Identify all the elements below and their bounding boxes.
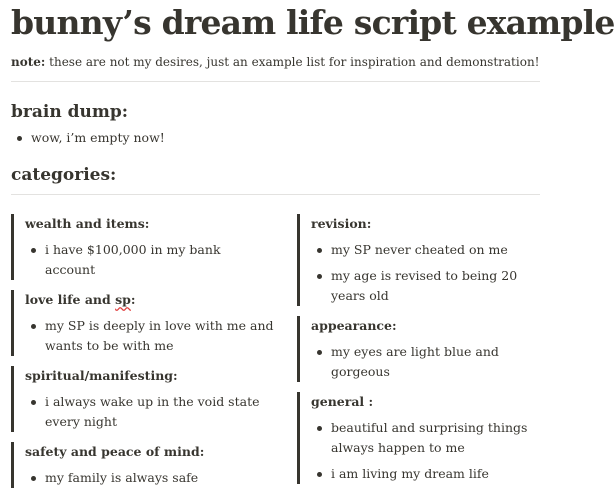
divider bbox=[11, 81, 540, 82]
list-item: my family is always safe bbox=[25, 468, 274, 488]
category-title: spiritual/manifesting: bbox=[25, 368, 178, 383]
category-list bbox=[25, 240, 274, 280]
category-safety bbox=[11, 442, 274, 488]
page-title: bunny’s dream life script example bbox=[11, 3, 615, 42]
category-title: appearance: bbox=[311, 318, 397, 333]
page-note bbox=[11, 54, 540, 70]
category-title: general : bbox=[311, 394, 374, 409]
category-general bbox=[297, 392, 537, 484]
category-title: safety and peace of mind: bbox=[25, 444, 205, 459]
category-revision bbox=[297, 214, 537, 306]
list-item: my eyes are light blue and gorgeous bbox=[311, 342, 537, 382]
list-item: my age is revised to being 20 years old bbox=[311, 266, 537, 306]
note-label: note: bbox=[11, 55, 46, 69]
brain-dump-heading: brain dump: bbox=[11, 102, 128, 122]
list-item: i am living my dream life bbox=[311, 464, 537, 484]
category-title: love life and sp: bbox=[25, 292, 136, 307]
category-list bbox=[25, 316, 274, 356]
category-wealth bbox=[11, 214, 274, 280]
categories-column-right bbox=[297, 214, 537, 494]
category-list bbox=[25, 392, 274, 432]
categories-heading: categories: bbox=[11, 165, 117, 185]
note-text: these are not my desires, just an example list for inspiration and demonstration! bbox=[45, 55, 540, 69]
brain-dump-list bbox=[11, 128, 411, 148]
list-item: i have $100,000 in my bank account bbox=[25, 240, 274, 280]
category-spiritual bbox=[11, 366, 274, 432]
list-item: i always wake up in the void state every night bbox=[25, 392, 274, 432]
category-title: wealth and items: bbox=[25, 216, 150, 231]
category-love-life bbox=[11, 290, 274, 356]
category-list bbox=[311, 240, 537, 306]
category-list bbox=[311, 418, 537, 484]
category-list bbox=[311, 342, 537, 382]
list-item: my SP is deeply in love with me and wants to be with me bbox=[25, 316, 274, 356]
misspelled-word: sp bbox=[115, 292, 131, 307]
category-title: revision: bbox=[311, 216, 372, 231]
category-list bbox=[25, 468, 274, 488]
brain-dump-item: wow, i’m empty now! bbox=[11, 128, 411, 148]
list-item: my SP never cheated on me bbox=[311, 240, 537, 260]
divider bbox=[11, 194, 540, 195]
category-appearance bbox=[297, 316, 537, 382]
categories-column-left bbox=[11, 214, 274, 498]
list-item: beautiful and surprising things always happen to me bbox=[311, 418, 537, 458]
